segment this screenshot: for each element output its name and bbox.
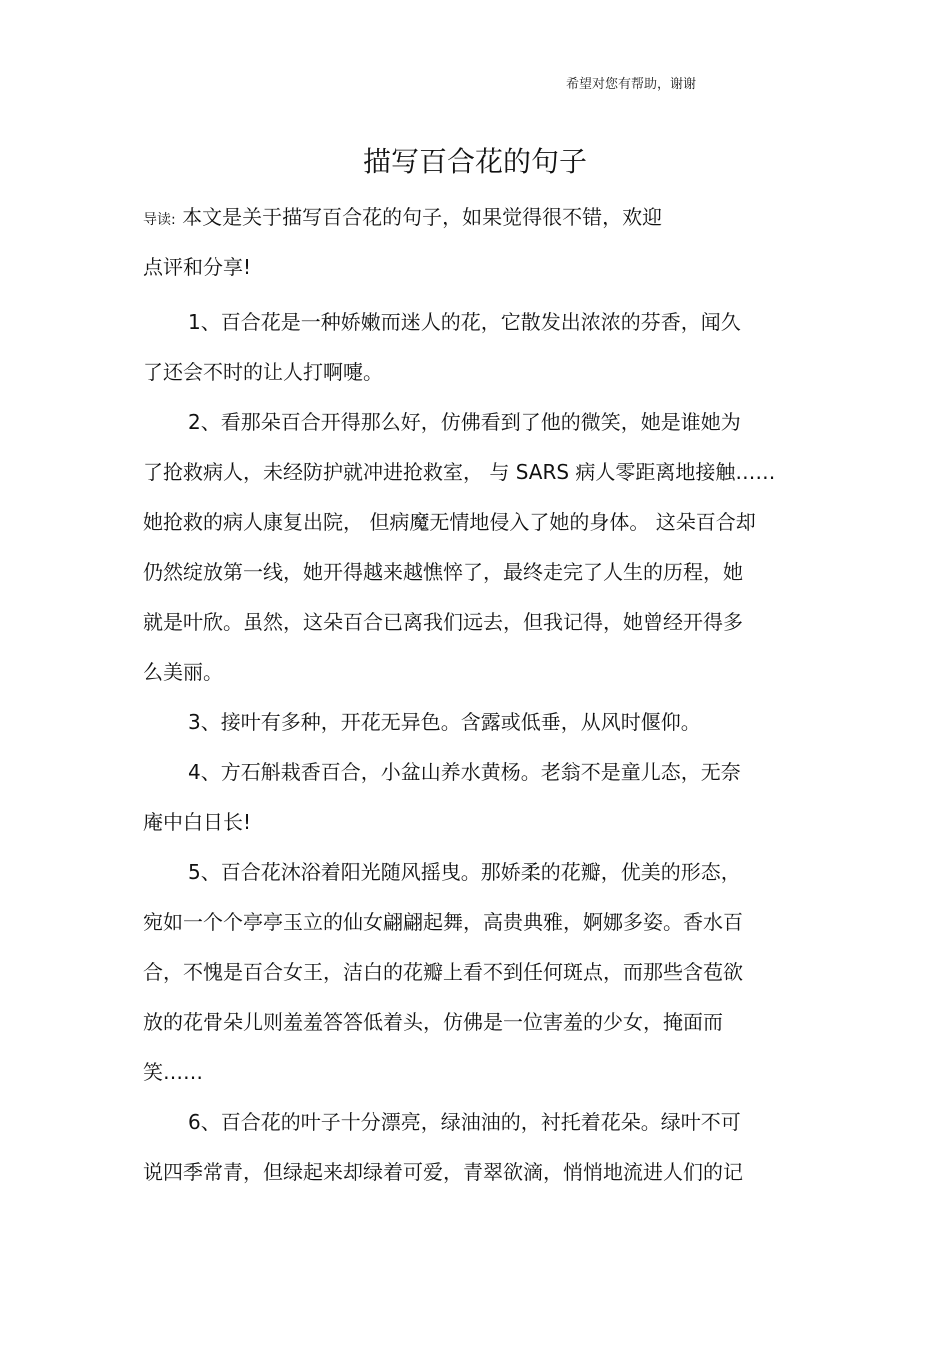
paragraph-line: 她抢救的病人康复出院， 但病魔无情地侵入了她的身体。 这朵百合却	[143, 510, 756, 534]
paragraph-line: 庵中白日长!	[143, 810, 252, 834]
paragraph-line: 6、百合花的叶子十分漂亮，绿油油的，衬托着花朵。绿叶不可	[188, 1110, 741, 1134]
paragraph-line: 说四季常青，但绿起来却绿着可爱，青翠欲滴，悄悄地流进人们的记	[143, 1160, 743, 1184]
paragraph-line: 仍然绽放第一线，她开得越来越憔悴了，最终走完了人生的历程，她	[143, 560, 743, 584]
page-title: 描写百合花的句子	[362, 145, 587, 178]
paragraph-line: 么美丽。	[143, 660, 223, 684]
paragraph-line: 笑……	[143, 1060, 203, 1084]
paragraph-line: 了还会不时的让人打啊嚏。	[143, 360, 383, 384]
paragraph-line: 2、看那朵百合开得那么好，仿佛看到了他的微笑，她是谁她为	[188, 410, 741, 434]
intro-line-2: 点评和分享!	[143, 255, 252, 279]
paragraph-line: 3、接叶有多种，开花无异色。含露或低垂，从风时偃仰。	[188, 710, 701, 734]
paragraph-line: 宛如一个个亭亭玉立的仙女翩翩起舞，高贵典雅，婀娜多姿。香水百	[143, 910, 743, 934]
intro-label: 导读:	[143, 212, 176, 228]
paragraph-line: 了抢救病人，未经防护就冲进抢救室， 与 SARS 病人零距离地接触……	[143, 460, 776, 484]
intro-text: 本文是关于描写百合花的句子，如果觉得很不错，欢迎	[175, 205, 663, 229]
paragraph-line: 合，不愧是百合女王，洁白的花瓣上看不到任何斑点，而那些含苞欲	[143, 960, 743, 984]
header-note: 希望对您有帮助，谢谢	[566, 77, 697, 92]
paragraph-line: 1、百合花是一种娇嫩而迷人的花，它散发出浓浓的芬香，闻久	[188, 310, 741, 334]
paragraph-line: 5、百合花沐浴着阳光随风摇曳。那娇柔的花瓣，优美的形态，	[188, 860, 741, 884]
paragraph-line: 4、方石斛栽香百合，小盆山养水黄杨。老翁不是童儿态，无奈	[188, 760, 741, 784]
intro-line-1	[143, 203, 662, 234]
paragraph-line: 放的花骨朵儿则羞羞答答低着头，仿佛是一位害羞的少女，掩面而	[143, 1010, 723, 1034]
paragraph-line: 就是叶欣。虽然，这朵百合已离我们远去，但我记得，她曾经开得多	[143, 610, 743, 634]
